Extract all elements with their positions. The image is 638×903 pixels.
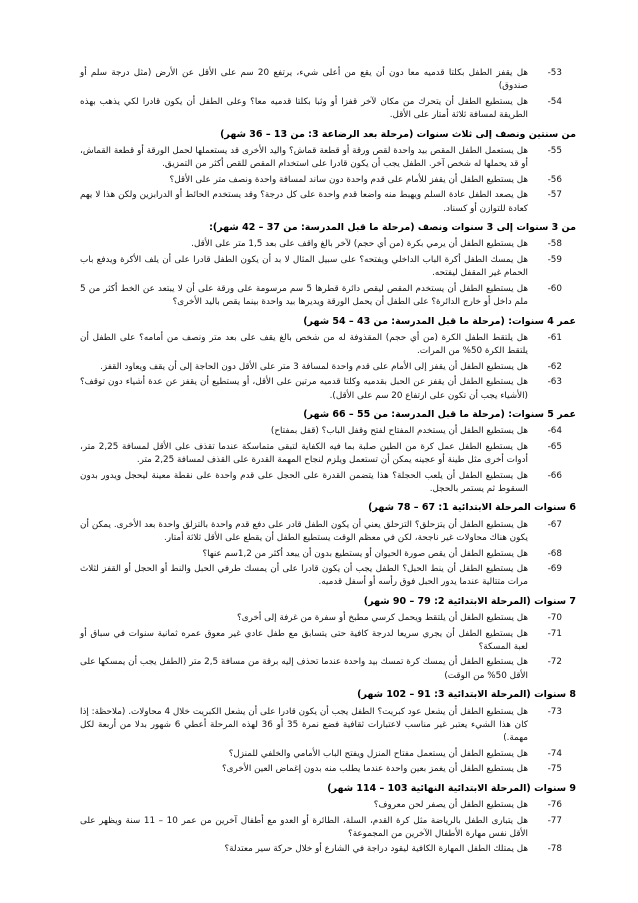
question-text: هل يستطيع الطفل أن يقفز عن الحبل بقدميه وكلتا قدميه مرتين على الأقل، أو يستطيع أن يقفز عن عدة أشياء دون توقف؟ (الأشياء يجب أن تكون على ارتفاع 20 سم على الأقل).	[80, 377, 528, 401]
question-text: هل يستطيع الطفل أن يستخدم المفتاح لفتح وقفل الباب؟ (قفل بمفتاح)	[270, 426, 528, 437]
question-item	[80, 332, 562, 359]
question-text: هل يستطيع الطفل أن يجري سريعا لدرجة كافية حتى يتسابق مع طفل عادي غير معوق عمره ثمانية سنوات في سباق أو لعبة المسكة؟	[80, 628, 528, 653]
question-text: هل يستطيع الطفل أن ينط الحبل؟ الطفل يجب أن يكون قادرا على أن يمسك طرفي الحبل والنط أو الحجل أو القفز لثلاث مرات متتالية عندما يدور الحبل فوق رأسه أو أسفل قدميه.	[80, 564, 528, 588]
question-item	[80, 67, 562, 94]
question-number: -56	[547, 174, 562, 185]
age-section	[80, 688, 576, 776]
question-number: -53	[547, 68, 562, 78]
question-text: هل يلتقط الطفل الكرة (من أي حجم) المقذوفة له من شخص بالغ يقف على بعد متر ونصف من أمامه؟ على الطفل أن يلتقط الكرة 50% من المرات.	[80, 332, 528, 357]
question-item	[80, 563, 562, 590]
question-text: هل يستطيع الطفل أن يتزحلق؟ التزحلق يعني أن يكون الطفل قادر على دفع قدم واحدة بالتزلق واحدة بعد الأخرى. يمكن أن يكون هناك محاولات غير ناجحة، لكن في معظم الوقت يستطيع الطفل أن يقطع على الأقل ثلاثة أمتار.	[80, 519, 528, 544]
section-heading: 8 سنوات (المرحلة الابتدائية 3: 91 – 102 شهر)	[357, 689, 576, 701]
age-section	[80, 221, 576, 309]
question-item	[80, 174, 562, 187]
question-number: -63	[547, 377, 562, 388]
question-number: -66	[547, 470, 562, 481]
question-text: هل يتبارى الطفل بالرياضة مثل كرة القدم، السلة، الطائرة أو العدو مع أطفال آخرين من عمر 10 – 11 سنة ويظهر على الأقل نفس مهارة الأطفال الآخرين من المجموعة؟	[80, 815, 528, 839]
question-text: هل يقفز الطفل بكلتا قدميه معا دون أن يقع من أعلى شيء، يرتفع 20 سم على الأقل عن الأرض (مثل درجة سلم أو صندوق)	[80, 68, 528, 92]
question-text: هل يمسك الطفل أكرة الباب الداخلي ويفتحه؟ على سبيل المثال لا بد أن يكون الطفل قادرا على أن يلف الأكرة ويدفع باب الحمام غير المقفل ليفتحه.	[80, 254, 528, 279]
question-text: هل يستطيع الطفل أن يلتقط ويحمل كرسي مطبخ أو سفرة من غرفة إلى أخرى؟	[237, 613, 528, 624]
question-item	[80, 441, 562, 468]
age-section	[80, 315, 576, 403]
question-number: -64	[547, 426, 562, 437]
section-heading: 6 سنوات المرحلة الابتدائية 1: 67 – 78 شهر)	[368, 502, 576, 514]
question-item	[80, 519, 562, 546]
age-section	[80, 128, 576, 216]
question-number: -60	[547, 283, 562, 294]
question-item	[80, 656, 562, 683]
question-number: -54	[547, 96, 562, 107]
question-item	[80, 799, 562, 812]
age-section	[80, 67, 562, 123]
question-text: هل يستطيع الطفل أن يرمي بكرة (من أي حجم) لآخر بالغ واقف على بعد 1,5 متر على الأقل.	[191, 239, 528, 250]
question-item	[80, 548, 562, 561]
question-text: هل يستطيع الطفل أن يمسك كرة تمسك بيد واحدة عندما تحذف إليه برقة من مسافة 2,5 متر (الطفل يجب أن يمسكها على الأقل 50% من الوقت)	[80, 657, 528, 681]
question-text: هل يستطيع الطفل أن يقفز إلى الأمام على قدم واحدة لمسافة 3 متر على الأقل دون الحاجة إلى أن يقف ويعاود القفز.	[100, 361, 528, 372]
question-number: -65	[547, 441, 562, 452]
question-text: هل يستطيع الطفل أن يستخدم المقص ليقص دائرة قطرها 5 سم مرسومة على ورقة على أن لا يبتعد عن الخط أكثر من 5 ملم داخل أو خارج الدائرة؟ على الطفل أن يحمل الورقة ويديرها بيد واحدة بينما يقص باليد الأخرى؟	[80, 283, 529, 308]
question-item	[80, 361, 562, 374]
question-number: -77	[547, 815, 562, 826]
section-heading: من 3 سنوات إلى 3 سنوات ونصف (مرحلة ما قبل المدرسة: من 37 – 42 شهر):	[209, 222, 576, 234]
question-item	[80, 189, 562, 216]
question-number: -57	[547, 190, 562, 201]
question-item	[80, 238, 562, 251]
section-heading: من سنتين ونصف إلى ثلاث سنوات (مرحلة بعد الرضاعة 3: من 13 – 36 شهر)	[220, 128, 576, 140]
question-text: هل يستطيع الطفل عمل كرة من الطين صلبة بما فيه الكفاية لتبقى متماسكة عندما تقذف على الأقل لمسافة 2,25 متر، أدوات أخرى مثل طينة أو عجينه يمكن أن تستعمل ويلزم لنجاح المهمة القدرة على القذف لمسافة 2,25 متر.	[80, 441, 528, 466]
section-heading: 9 سنوات (المرحلة الابتدائية النهائية 103 – 114 شهر)	[327, 782, 576, 794]
question-text: هل يستطيع الطفل أن يغمز بعين واحدة عندما يطلب منه بدون إغماض العين الأخرى؟	[221, 764, 528, 775]
question-item	[80, 706, 562, 746]
question-number: -76	[547, 800, 562, 811]
question-text: هل يصعد الطفل عادة السلم ويهبط منه واضعا قدم واحدة على كل درجة؟ وقد يستخدم الحائط أو الدرابزين ولكن هذا لا يهم كعادة للتوازن أو كسناد.	[80, 190, 528, 214]
question-number: -68	[547, 548, 562, 559]
age-section	[80, 501, 576, 589]
question-number: -58	[547, 239, 562, 250]
section-heading: 7 سنوات (المرحلة الابتدائية 2: 79 – 90 شهر)	[363, 595, 576, 607]
age-section	[80, 782, 576, 857]
question-item	[80, 96, 562, 123]
question-item	[80, 843, 562, 856]
question-number: -62	[547, 361, 562, 372]
section-heading: عمر 5 سنوات: (مرحلة ما قبل المدرسة: من 55 – 66 شهر)	[303, 408, 576, 420]
question-number: -70	[547, 613, 562, 624]
question-number: -74	[547, 748, 562, 759]
question-number: -78	[547, 844, 562, 855]
question-number: -71	[547, 628, 562, 639]
question-number: -59	[547, 254, 562, 265]
question-text: هل يستطيع الطفل أن يصفر لحن معروف؟	[373, 800, 528, 811]
question-item	[80, 763, 562, 776]
question-number: -75	[547, 764, 562, 775]
question-item	[80, 376, 562, 403]
question-text: هل يستطيع الطفل أن يشعل عود كبريت؟ الطفل يجب أن يكون قادرا على أن يشعل الكبريت خلال 4 محاولات. (ملاحظة: إذا كان هذا الشيء يعتبر غير مناسب لاعتبارات ثقافية فضع نمرة 35 أو 36 لهذه المرحلة أعطي 6 شهور بدلا من أربعة لكل مهمة.)	[80, 706, 528, 744]
question-number: -73	[547, 706, 562, 717]
section-heading: عمر 4 سنوات: (مرحلة ما قبل المدرسة: من 43 – 54 شهر)	[303, 315, 576, 327]
question-item	[80, 425, 562, 438]
question-number: -72	[547, 657, 562, 668]
question-text: هل يستطيع الطفل أن يلعب الحجلة؟ هذا يتضمن القدرة على الحجل على قدم واحدة على نقطة معينة ليحجل ويدور بدون السقوط ثم يستمر بالحجل.	[80, 470, 528, 494]
question-number: -69	[547, 564, 562, 574]
question-number: -61	[547, 332, 562, 343]
question-text: هل يستعمل الطفل المقص بيد واحدة لقص ورقة أو قطعة قماش؟ واليد الأخرى قد يستعملها لحمل الورقة أو قطعة القماش، أو قد يحملها له شخص آخر. الطفل يجب أن يكون قادرا على استخدام المقص للقص أكثر من التمزيق.	[80, 146, 528, 170]
question-number: -55	[547, 146, 562, 157]
question-item	[80, 254, 562, 281]
question-text: هل يمتلك الطفل المهارة الكافية ليقود دراجة في الشارع أو خلال حركة سير معتدلة؟	[224, 844, 528, 855]
question-text: هل يستطيع الطفل أن يقص صورة الحيوان أو يستطيع بدون أن يبعد أكثر من 1,2سم عنها؟	[202, 548, 528, 559]
question-item	[80, 470, 562, 497]
questionnaire-body	[80, 67, 576, 859]
question-item	[80, 612, 562, 625]
question-number: -67	[547, 519, 562, 530]
question-text: هل يستطيع الطفل أن يقفز للأمام على قدم واحدة دون ساند لمسافة واحدة ونصف متر على الأقل؟	[169, 174, 528, 185]
question-item	[80, 748, 562, 761]
age-section	[80, 408, 576, 496]
question-item	[80, 145, 562, 172]
question-text: هل يستطيع الطفل أن يستعمل مفتاح المنزل ويفتح الباب الأمامي والخلفي للمنزل؟	[228, 748, 528, 759]
question-item	[80, 283, 562, 310]
question-item	[80, 815, 562, 842]
age-section	[80, 595, 576, 683]
question-item	[80, 628, 562, 655]
question-text: هل يستطيع الطفل أن يتحرك من مكان لآخر قفزا أو وثبا بكلتا قدميه معا؟ وعلى الطفل أن يكون قادرا لكي يذهب بهذه الطريقة لمسافة ثلاثة أمتار على الأقل.	[80, 96, 528, 121]
